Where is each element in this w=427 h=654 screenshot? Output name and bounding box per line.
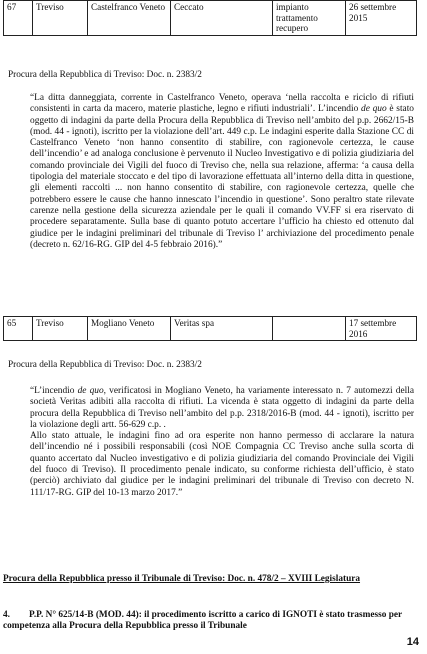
cell-attivita: [273, 317, 346, 341]
cell-attivita: impianto trattamento recupero: [273, 1, 346, 36]
table-row-65: [3, 316, 417, 341]
cell-procura: Treviso: [33, 1, 88, 36]
italic-phrase: de quo: [77, 386, 104, 396]
cell-data: 17 settembre 2016: [346, 317, 417, 341]
quote-block-2: [30, 386, 414, 499]
quote-paragraph: “La ditta danneggiata, corrente in Castelfranco Veneto, operava ‘nella raccolta e riciclo di rifiuti consistenti in carta da macero, materie plastiche, legno e rifiuti industriali’. L’incendio de quo è stato oggetto di indagini da parte della Procura della Repubblica di Treviso nell’ambito del p.p. 2662/15-B (mod. 44 - ignoti), iscritto per la violazione dell’art. 449 c.p. Le indagini esperite dalla Stazione CC di Castelfranco Veneto ‘non hanno consentito di stabilire, con ragionevole certezza, le cause dell’incendio’ e ad analoga conclusione è pervenuto il Nucleo Investigativo e di polizia giudiziaria del comando provinciale dei Vigili del fuoco di Treviso che, nella sua relazione, afferma: ‘a causa della tipologia del materiale stoccato e del tipo di lavorazione effettuata all’interno della ditta in questione, gli elementi raccolti ... non hanno consentito di stabilire, con ragionevole certezza, quelle che potrebbero essere le cause che hanno innescato l’incendio in questione’. Sono peraltro state rilevate carenze nella gestione della sicurezza aziendale per le quali il comando VV.FF si era riservato di procedere separatamente. Sulla base di quanto potuto accertare l’ufficio ha chiesto ed ottenuto dal giudice per le indagini preliminari del tribunale di Treviso l’ archiviazione del procedimento penale (decreto n. 62/16-RG. GIP del 4-5 febbraio 2016).”: [30, 93, 414, 250]
item-number: 4.: [3, 610, 10, 620]
italic-phrase: de quo: [361, 104, 387, 115]
source-reference-1: Procura della Repubblica di Treviso: Doc. n. 2383/2: [8, 70, 202, 80]
cell-number: 67: [4, 1, 33, 36]
cell-procura: Treviso: [33, 317, 88, 341]
item-reference: P.P. N° 625/14-B (MOD. 44): [29, 610, 139, 620]
quote-paragraph: “L’incendio de quo, verificatosi in Mogliano Veneto, ha variamente interessato n. 7 automezzi della società Veritas adibiti alla raccolta di rifiuti. La vicenda è stata oggetto di indagini da parte della procura della Repubblica di Treviso nell’ambito del p.p. 2318/2016-B (mod. 44 - ignoti), iscritto per la violazione degli artt. 56-629 c.p. .: [30, 386, 414, 430]
page-number: 14: [406, 636, 419, 648]
list-item-4: [3, 610, 403, 633]
cell-comune: Castelfranco Veneto: [88, 1, 171, 36]
item-text: : il procedimento iscritto a carico di IGNOTI è stato trasmesso per competenza alla Procura della Repubblica presso il Tribunale: [3, 610, 402, 632]
section-heading: Procura della Repubblica presso il Tribunale di Treviso: Doc. n. 478/2 – XVIII Legislatura: [3, 574, 361, 584]
cell-number: 65: [4, 317, 33, 341]
source-reference-2: Procura della Repubblica di Treviso: Doc. n. 2383/2: [8, 360, 202, 370]
cell-ditta: Ceccato: [171, 1, 273, 36]
table-row-67: [3, 0, 417, 36]
quote-block-1: [30, 93, 414, 251]
quote-paragraph: Allo stato attuale, le indagini fino ad ora esperite non hanno permesso di acclarare la natura dell’incendio né i possibili responsabili (così NOE Compagnia CC Treviso anche sulla scorta di quanto accertato dal Nucleo investigativo e di polizia giudiziaria del comando Provinciale dei Vigili del fuoco di Treviso). Il procedimento penale indicato, su conforme richiesta dell’ufficio, è stato (perciò) archiviato dal giudice per le indagini preliminari del tribunale di Treviso con decreto N. 111/17-RG. GIP del 10-13 marzo 2017.”: [30, 431, 414, 498]
cell-ditta: Veritas spa: [171, 317, 273, 341]
cell-data: 26 settembre 2015: [346, 1, 417, 36]
cell-comune: Mogliano Veneto: [88, 317, 171, 341]
